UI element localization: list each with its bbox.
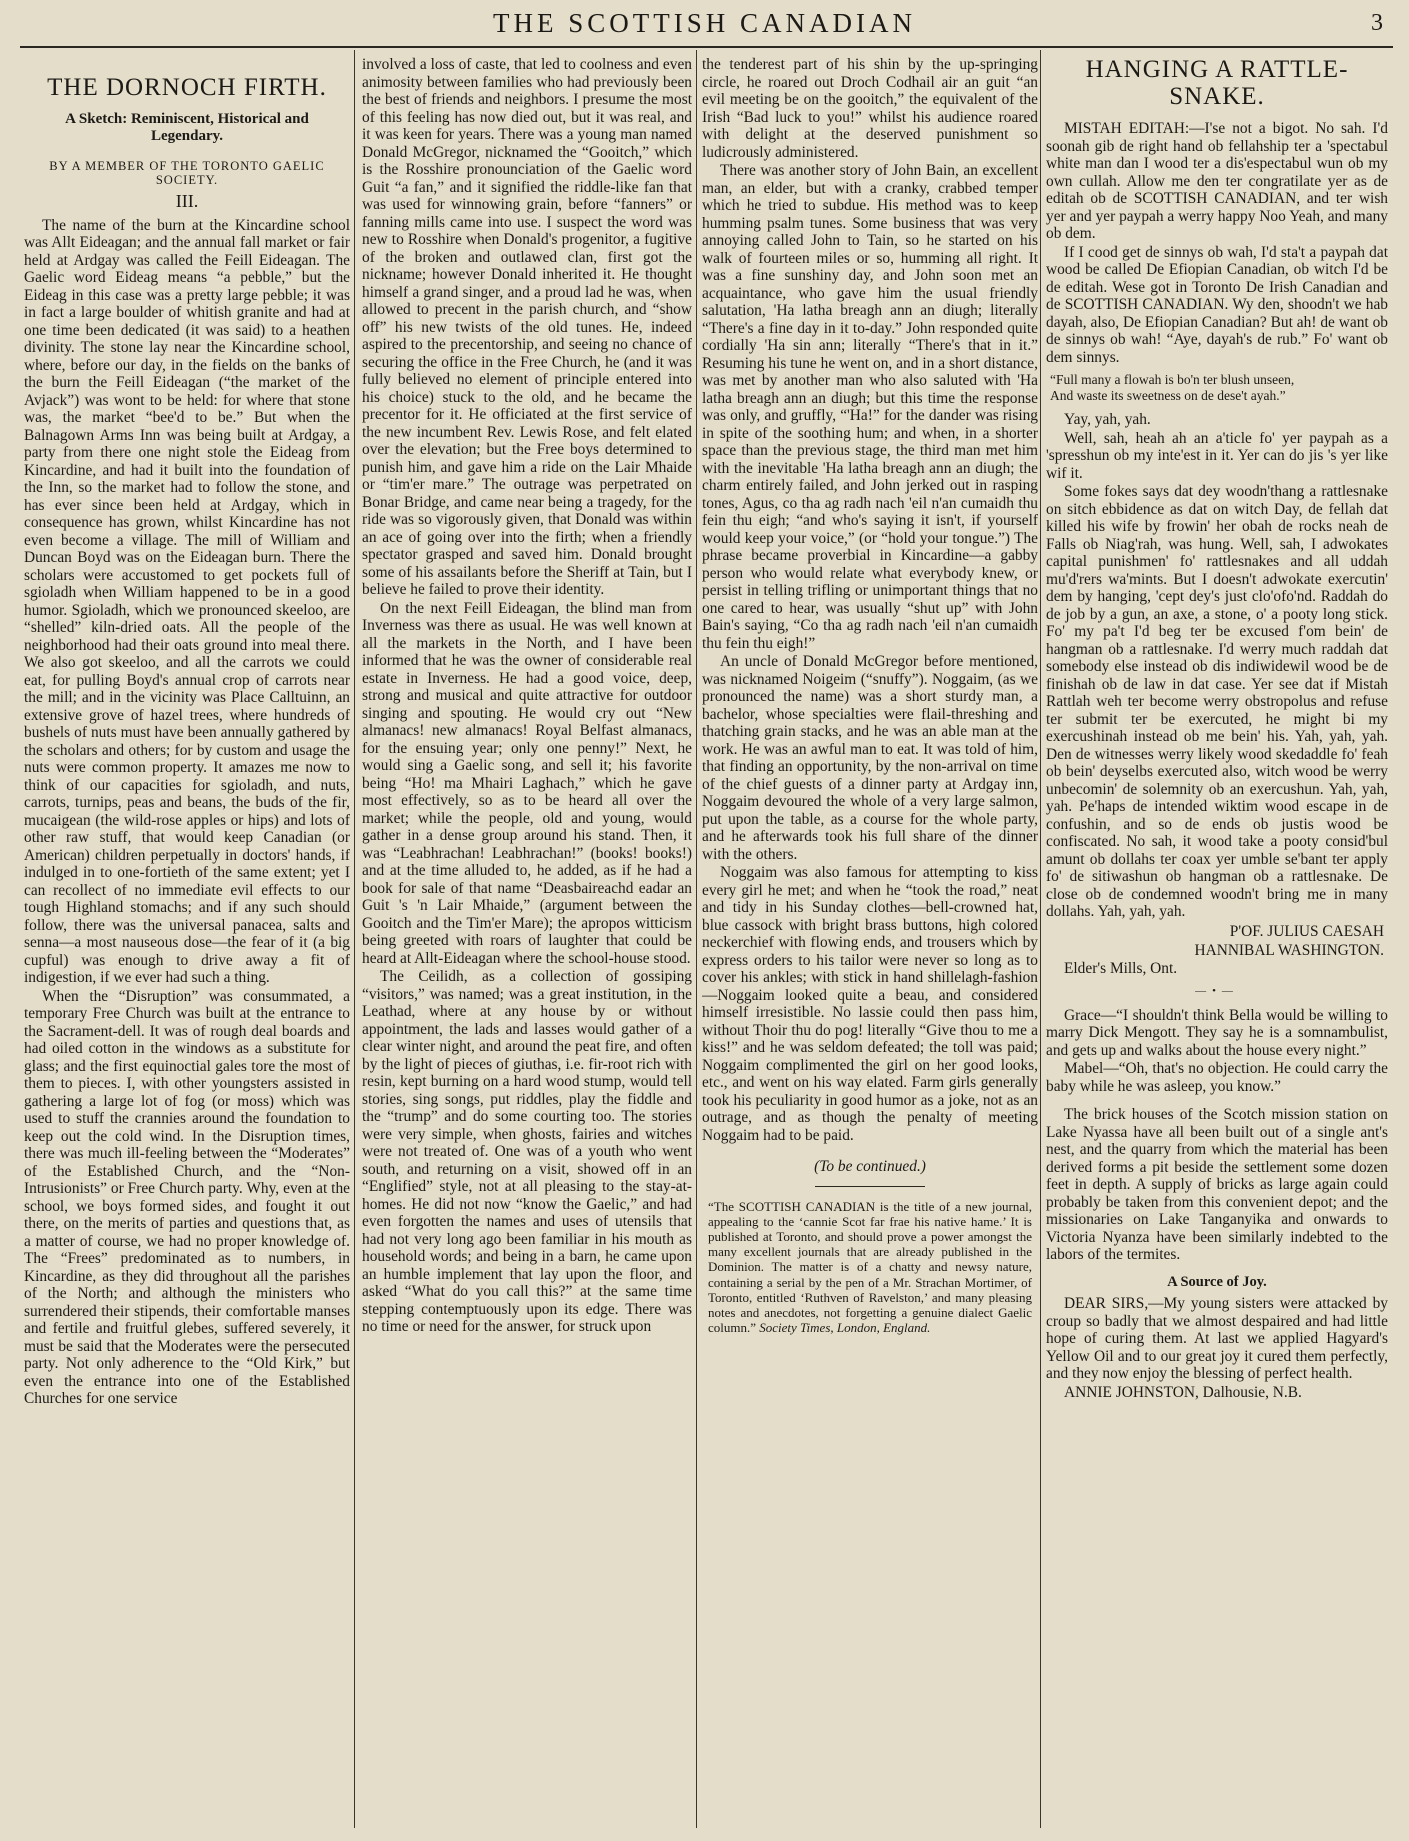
column-2 [362, 56, 692, 1828]
letter-paragraph: Well, sah, heah ah an a'ticle fo' yer paypah as a 'spresshun ob my inte'est in it. Yer can do jis 's yer like wif it. [1046, 429, 1388, 482]
letter-paragraph: MISTAH EDITAH:—I'se not a bigot. No sah. I'd soonah gib de right hand ob fellahship ter a 'spectabul white man dan I wood ter a dis'espectabul wun ob my own cullah. Allow me den ter congratilate yer as de editah ob de SCOTTISH CANADIAN, and ter wish yer and yer paypah a werry happy Noo Yeah, and many ob dem. [1046, 120, 1388, 242]
anecdote-paragraph: Mabel—“Oh, that's no objection. He could carry the baby while he was asleep, you know.” [1046, 1060, 1388, 1095]
notice-paragraph: The brick houses of the Scotch mission station on Lake Nyassa have all been built out of a single ant's nest, and the quarry from which the material has been derived forms a pit beside the settlement some dozen feet in depth. A supply of bricks as large again could probably be taken from this convenient depot; and the missionaries on Lake Tanganyika and onwards to Victoria Nyanza have been similarly indebted to the labors of the termites. [1046, 1106, 1388, 1263]
letter-signature: P'OF. JULIUS CAESAH [1229, 922, 1384, 940]
ornament-divider: —•— [1195, 985, 1239, 997]
verse-quote [1050, 372, 1384, 403]
article-paragraph: The name of the burn at the Kincardine school was Allt Eideagan; and the annual fall market or fair held at Ardgay was called the Feill Eideagan. The Gaelic word Eideag means “a pebble,” but the Eideag in this case was a pretty large pebble; it was in fact a large boulder of whitish granite and had at one time been dedicated (it was said) to a heathen divinity. The stone lay near the Kincardine school, where, before our day, in the fields on the banks of the burn the Feill Eideagan (“the market of the Avjack”) was wont to be held: for where that stone was, the market “bee'd to be.” But when the Balnagown Arms Inn was being built at Ardgay, a party from there one night stole the Eideag from Kincardine, and had it built into the foundation of the Inn, so the market had to follow the stone, and has ever since been held at Ardgay, which in consequence has grown, whilst Kincardine has not even become a village. The mill of William and Duncan Boyd was on the Eideagan burn. There the scholars were accustomed to get pockets full of sgioladh when William happened to be in a good humor. Sgioladh, which we pronounced skeeloo, are “shelled” kiln-dried oats. All the people of the neighborhood had their oats ground into meal there. We also got skeeloo, and all the carrots we could eat, for pulling Boyd's annual crop of carrots near the mill; and in the vicinity was Place Calltuinn, an extensive grove of hazel trees, where hundreds of bushels of nuts must have been annually gathered by the scholars and others; for by custom and usage the nuts were common property. It amazes me now to think of our capacities for sgioladh, and nuts, carrots, turnips, peas and beans, the buds of the fir, mucaigean (the wild-rose apples or hips) and lots of other raw stuff, that would keep Canadian (or American) children perpetually in doctors' hands, if indulged in to one-fortieth of the same extent; yet I can recollect of no immediate evil effects to our tough Highland stomachs; and if any such should follow, there was the universal panacea, salts and senna—a most nauseous dose—the fear of it (a big cupful) was enough to drive away a fit of indigestion, if we ever had such a thing. [24, 216, 350, 986]
article-paragraph: the tenderest part of his shin by the up-springing circle, he roared out Droch Codhail air an guit “an evil meeting be on the gooitch,” the equivalent of the Irish “Bad luck to you!” whilst his audience roared with delight at the deserved punishment so ludicrously administered. [702, 56, 1038, 161]
press-quote [708, 1199, 1032, 1336]
letter-paragraph: Some fokes says dat dey woodn'thang a rattlesnake on sitch ebbidence as dat on witch Day, de fellah dat killed his wife by frowin' her obah de rocks neah de Falls ob Niag'rah, was hung. Well, sah, I adwokates capital punishmen' fo' rattlesnakes and all uddah mu'd'rers wa'mints. But I doesn't adwokate exercutin' dem by hanging, 'cept dey's just clo'ofo'nd. Raddah do de job by a gun, an axe, a stone, o' a pooty long stick. Fo' my pa't I'd beg ter be excused f'om bein' de hangman ob a rattlesnake. I'd werry much raddah dat somebody else instead ob dis indiwidewil wood be de finishah ob de law in dat case. Yer see dat if Mistah Rattlah weh ter become werry obstropolus and refuse ter submit ter be exercuted, he might bi my exercushinah instead ob me bein' his. Yah, yah, yah. Den de witnesses werry likely wood skedaddle fo' feah ob bein' deyselbs exercuted also, witch wood be werry unbecomin' de solemnity ob an exercushun. Yah, yah, yah. Pe'haps de intended wiktim wood escape in de confushin, and so de ends ob justis wood be confiscated. No sah, it wood take a pooty consid'bul amunt ob dollahs ter coax yer umble se'bant ter apply fo' de sitiwashun ob hangman ob a rattlesnake. De close ob de condemned woodn't bring me in many dollahs. Yah, yah, yah. [1046, 483, 1388, 920]
article-paragraph: The Ceilidh, as a collection of gossiping “visitors,” was named; was a great institution, in the Leathad, where at any house by or without appointment, the lads and lasses would gather of a clear winter night, and around the peat fire, and often by the light of pieces of giuthas, i.e. fir-root rich with resin, kept burning on a hard wood stump, would tell stories, sing songs, put riddles, play the fiddle and the “trump” and do some courting too. The stories were very simple, when ghosts, fairies and witches were not treated of. One was of a youth who went south, and returning on a visit, showed off in an “Englified” style, not at all pleasing to the stay-at-homes. He did not now “know the Gaelic,” and had even forgotten the names and uses of utensils that had not very long ago been familiar in his mouth as household words; and being in a barn, he came upon an humble implement that lay upon the floor, and asked “What do you call this?” at the same time stepping contemptuously upon its edge. There was no time or need for the answer, for struck upon [362, 968, 692, 1335]
column-4 [1046, 56, 1388, 1828]
article-byline: BY A MEMBER OF THE TORONTO GAELIC SOCIETY. [49, 159, 325, 187]
press-quote-source: Society Times, London, England. [759, 1320, 931, 1336]
article-paragraph: There was another story of John Bain, an excellent man, an elder, but with a cranky, crabbed temper which he tried to subdue. His method was to keep humming psalm tunes. Some business that was very annoying called John to Tain, so he started on his walk of fourteen miles or so, humming all right. It was a fine sunshiny day, and John soon met an acquaintance, who gave him the usual friendly salutation, 'Ha latha breagh ann an diugh; literally “There's a fine day in it to-day.” John responded quite cordially 'Ha sin ann; literally “There's that in it.” Resuming his tune he went on, and in a short distance, was met by another man who also saluted with 'Ha latha breagh ann an diugh; but this time the response was only, and gruffly, “'Ha!” for the dander was rising in spite of the soothing hum; and when, in a shorter space than the previous stage, the third man met him with the inevitable 'Ha latha breagh ann an diugh; the charm entirely failed, and John jerked out in rasping tones, Agus, co tha ag radh nach 'eil n'an cumaidh thu fein thu eigh; “and who's saying it isn't, if yourself would keep your voice,” (or “hold your tongue.”) The phrase became proverbial in Kincardine—a gabby person who would relate what everybody knew, or persist in telling trifling or unimportant things that no one cared to hear, was usually “shut up” with John Bain's saying, “Co tha ag radh nach 'eil n'an cumaidh thu fein thu eigh!” [702, 162, 1038, 652]
page-number: 3 [1371, 10, 1383, 36]
article-title: HANGING A RATTLE-SNAKE. [1085, 56, 1349, 110]
article-paragraph: When the “Disruption” was consummated, a temporary Free Church was built at the entrance to the Sacrament-dell. It was of rough deal boards and had oiled cotton in the windows as a substitute for glass; and the first equinoctial gales tore the most of them to pieces. I, with other youngsters assisted in gathering a large lot of fog (or moss) which was used to stuff the crannies around the foundation to keep out the cold wind. In the Disruption times, there was much ill-feeling between the “Moderates” of the Established Church, and the “Non-Intrusionists” or Free Church party. Why, even at the school, we boys formed sides, and fought it out there, on the merits of parties and questions that, as a matter of course, we had no proper knowledge of. The “Frees” predominated as to numbers, in Kincardine, as they did throughout all the parishes of the North; and although the ministers who surrendered their stipends, their comfortable manses and fertile and fruitful glebes, suffered severely, it must be said that the Moderates were the persecuted party. Not only adherence to the “Old Kirk,” but even the entrance into one of the Established Churches for one service [24, 987, 350, 1407]
newspaper-title: THE SCOTTISH CANADIAN [493, 8, 916, 38]
article-subtitle: A Sketch: Reminiscent, Historical and Legendary. [65, 111, 309, 144]
masthead-rule [20, 46, 1393, 48]
letter-paragraph: Yay, yah, yah. [1064, 411, 1151, 428]
advert-title: A Source of Joy. [1167, 1273, 1267, 1290]
column-divider [354, 50, 355, 1828]
column-divider [1040, 50, 1041, 1828]
verse-line: And waste its sweetness on de dese't ayah.” [1050, 387, 1286, 403]
letter-location: Elder's Mills, Ont. [1064, 959, 1178, 977]
article-part-number: III. [175, 191, 199, 211]
article-title: THE DORNOCH FIRTH. [47, 74, 327, 101]
anecdote-paragraph: Grace—“I shouldn't think Bella would be willing to marry Dick Mengott. They say he is a somnambulist, and gets up and walks about the house every night.” [1046, 1006, 1388, 1059]
letter-paragraph: If I cood get de sinnys ob wah, I'd sta't a paypah dat wood be called De Efiopian Canadian, ob witch I'd be de editah. Wese got in Toronto De Irish Canadian and de SCOTTISH CANADIAN. Wy den, shoodn't we hab dayah, also, De Efiopian Canadian? But ah! de want ob de sinnys ob wah! “Aye, dayah's de rub.” Fo' want ob dem sinnys. [1046, 243, 1388, 366]
section-rule [815, 1186, 925, 1187]
article-paragraph: On the next Feill Eideagan, the blind man from Inverness was there as usual. He was well known at all the markets in the North, and I have been informed that he was the owner of considerable real estate in Inverness. He had a good voice, deep, strong and musical and quite attractive for outdoor singing and spouting. He would cry out “New almanacs! new almanacs! Royal Belfast almanacs, for the ensuing year; only one penny!” Next, he would sing a Gaelic song, and sell it; his favorite being “Ho! ma Mhairi Laghach,” which he gave most effectively, so as to be heard all over the market; while the people, old and young, would gather in a dense group around his stand. Then, it was “Leabhrachan! Leabhrachan!” (books! books!) and at the time alluded to, he added, as if he had a book for sale of that name “Deasbaireachd eadar an Guit 's 'n Lair Mhaide,” (argument between the Gooitch and the Tim'er Mare); the apropos witticism being greeted with roars of laughter that could be heard at Allt-Eideagan where the school-house stood. [362, 599, 692, 967]
advert-paragraph: DEAR SIRS,—My young sisters were attacked by croup so badly that we almost despaired and had little hope of curing them. At last we applied Hagyard's Yellow Oil and to our great joy it cured them perfectly, and they now enjoy the blessing of perfect health. [1046, 1295, 1388, 1382]
column-3 [702, 56, 1038, 1828]
article-paragraph: An uncle of Donald McGregor before mentioned, was nicknamed Noigeim (“snuffy”). Noggaim, (as we pronounced the name) was a short sturdy man, a bachelor, whose specialties were flail-threshing and thatching grain stacks, and he was an able man at the work. He was an awful man to eat. It was told of him, that finding an opportunity, by the non-arrival on time of the chief guests of a dinner party at Ardgay inn, Noggaim devoured the whole of a very large salmon, put upon the table, as a course for the whole party, and he afterwards took his full share of the dinner with the others. [702, 653, 1038, 863]
article-paragraph: Noggaim was also famous for attempting to kiss every girl he met; and when he “took the road,” neat and tidy in his Sunday clothes—bell-crowned hat, blue cassock with bright brass buttons, high colored neckerchief with flowing ends, and trousers which by express orders to his tailor were never so long as to cover his ankles; with stick in hand shillelagh-fashion—Noggaim looked quite a beau, and considered himself irresistible. No lassie could then pass him, without Thoir thu do pog! literally “Give thou to me a kiss!” and he was seldom defeated; the toll was paid; Noggaim complimented the girl on her good looks, etc., and went on his way elated. Farm girls generally took his peculiarity in good humor as a joke, not as an outrage, and as though the penalty of meeting Noggaim had to be paid. [702, 864, 1038, 1144]
column-1 [24, 56, 350, 1828]
advert-signature: ANNIE JOHNSTON, Dalhousie, N.B. [1064, 1383, 1302, 1401]
continued-note: (To be continued.) [814, 1158, 926, 1175]
verse-line: “Full many a flowah is bo'n ter blush unseen, [1050, 372, 1295, 387]
masthead [0, 6, 1409, 44]
press-quote-text: “The SCOTTISH CANADIAN is the title of a new journal, appealing to the ‘cannie Scot far frae his native hame.’ It is published at Toronto, and should prove a power amongst the many excellent journals that are already published in the Dominion. The matter is of a chatty and newsy nature, containing a serial by the pen of a Mr. Strachan Mortimer, of Toronto, entitled ‘Ruthven of Ravelston,’ and many pleasing notes and anecdotes, not forgetting a genuine dialect Gaelic column.” [708, 1198, 1032, 1336]
letter-signature: HANNIBAL WASHINGTON. [1194, 942, 1384, 959]
article-paragraph: involved a loss of caste, that led to coolness and even animosity between families who had previously been the best of friends and neighbors. I presume the most of this feeling has now died out, but it was real, and it was keen for years. There was a young man named Donald McGregor, nicknamed the “Gooitch,” which is the Rosshire pronounciation of the Gaelic word Guit “a fan,” and it signified the riddle-like fan that was used for winnowing grain, before “fanners” or fanning mills came into use. I suspect the word was new to Rosshire when Donald's progenitor, a fugitive of the broken and outlawed clan, first got the nickname; however Donald inherited it. He thought himself a grand singer, and a proud lad he was, when allowed to precent in the parish church, and “show off” his new twists of the old tunes. He, indeed aspired to the precentorship, and seeing no chance of securing the office in the Free Church, he (and it was fully believed no element of principle entered into his choice) stuck to the old, and he became the precentor for it. He officiated at the first service of the new incumbent Rev. Lewis Rose, and felt elated over the elevation; but the Free boys determined to punish him, and gave him a ride on the Lair Mhaide or “tim'er mare.” The outrage was perpetrated on Bonar Bridge, and came near being a tragedy, for the ride was so vigorously given, that Donald was within an ace of going over into the firth; when a friendly spectator grasped and saved him. Donald brought some of his assailants before the Sheriff at Tain, but I believe he failed to prove their identity. [362, 56, 692, 598]
column-divider [696, 50, 697, 1828]
